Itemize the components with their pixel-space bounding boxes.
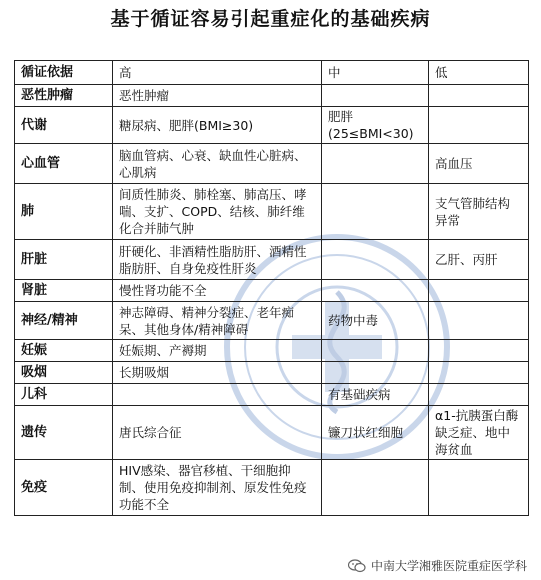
header-cell: 低 (429, 61, 529, 85)
high-risk-cell: 肝硬化、非酒精性脂肪肝、酒精性脂肪肝、自身免疫性肝炎 (113, 240, 322, 280)
table-row (15, 460, 529, 516)
medium-risk-cell (322, 240, 429, 280)
category-cell: 吸烟 (15, 362, 113, 384)
medium-risk-cell (322, 280, 429, 302)
low-risk-cell: 支气管肺结构异常 (429, 184, 529, 240)
table-row (15, 184, 529, 240)
table-row (15, 340, 529, 362)
table-row (15, 85, 529, 107)
category-cell: 免疫 (15, 460, 113, 516)
header-cell: 高 (113, 61, 322, 85)
high-risk-cell: 间质性肺炎、肺栓塞、肺高压、哮喘、支扩、COPD、结核、肺纤维化合并肺气肿 (113, 184, 322, 240)
medium-risk-cell: 有基础疾病 (322, 384, 429, 406)
medium-risk-cell (322, 144, 429, 184)
wechat-icon (348, 559, 366, 573)
medium-risk-cell (322, 340, 429, 362)
source-text: 中南大学湘雅医院重症医学科 (370, 559, 527, 573)
table-row (15, 406, 529, 460)
category-cell: 儿科 (15, 384, 113, 406)
high-risk-cell: 脑血管病、心衰、缺血性心脏病、心肌病 (113, 144, 322, 184)
low-risk-cell (429, 107, 529, 144)
low-risk-cell (429, 362, 529, 384)
table-row (15, 107, 529, 144)
high-risk-cell: HIV感染、器官移植、干细胞抑制、使用免疫抑制剂、原发性免疫功能不全 (113, 460, 322, 516)
high-risk-cell (113, 384, 322, 406)
table-header-row (15, 61, 529, 85)
category-cell: 妊娠 (15, 340, 113, 362)
medium-risk-cell (322, 184, 429, 240)
category-cell: 肝脏 (15, 240, 113, 280)
medium-risk-cell: 药物中毒 (322, 302, 429, 340)
low-risk-cell (429, 340, 529, 362)
category-cell: 代谢 (15, 107, 113, 144)
medium-risk-cell (322, 362, 429, 384)
medium-risk-cell: 镰刀状红细胞 (322, 406, 429, 460)
low-risk-cell (429, 384, 529, 406)
low-risk-cell (429, 460, 529, 516)
medium-risk-cell (322, 460, 429, 516)
low-risk-cell (429, 302, 529, 340)
low-risk-cell: α1-抗胰蛋白酶缺乏症、地中海贫血 (429, 406, 529, 460)
medium-risk-cell: 肥胖(25≤BMI<30) (322, 107, 429, 144)
header-cell: 中 (322, 61, 429, 85)
header-cell: 循证依据 (15, 61, 113, 85)
category-cell: 肺 (15, 184, 113, 240)
category-cell: 心血管 (15, 144, 113, 184)
category-cell: 肾脏 (15, 280, 113, 302)
high-risk-cell: 神志障碍、精神分裂症、老年痴呆、其他身体/精神障碍 (113, 302, 322, 340)
table-row (15, 240, 529, 280)
category-cell: 神经/精神 (15, 302, 113, 340)
high-risk-cell: 恶性肿瘤 (113, 85, 322, 107)
high-risk-cell: 长期吸烟 (113, 362, 322, 384)
low-risk-cell (429, 280, 529, 302)
high-risk-cell: 糖尿病、肥胖(BMI≥30) (113, 107, 322, 144)
table-row (15, 362, 529, 384)
high-risk-cell: 唐氏综合征 (113, 406, 322, 460)
disease-risk-table (14, 60, 529, 516)
category-cell: 遗传 (15, 406, 113, 460)
page-title: 基于循证容易引起重症化的基础疾病 (110, 8, 431, 30)
low-risk-cell: 高血压 (429, 144, 529, 184)
table-row (15, 280, 529, 302)
source-caption (348, 557, 527, 574)
low-risk-cell (429, 85, 529, 107)
table-row (15, 384, 529, 406)
category-cell: 恶性肿瘤 (15, 85, 113, 107)
high-risk-cell: 妊娠期、产褥期 (113, 340, 322, 362)
low-risk-cell: 乙肝、丙肝 (429, 240, 529, 280)
medium-risk-cell (322, 85, 429, 107)
high-risk-cell: 慢性肾功能不全 (113, 280, 322, 302)
table-row (15, 302, 529, 340)
table-row (15, 144, 529, 184)
